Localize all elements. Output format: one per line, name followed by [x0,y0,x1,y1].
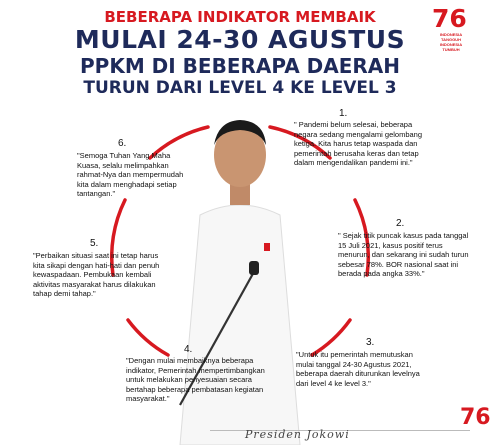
point-4-text: "Dengan mulai membaiknya beberapa indikator, Pemerintah mempertimbangkan untuk melakukan penyesuaian secara bertahap beberapa pembatasan kegiatan masyarakat." [126,356,265,404]
headline-kicker: BEBERAPA INDIKATOR MEMBAIK [104,8,376,26]
headline-main: MULAI 24-30 AGUSTUS [74,25,406,54]
point-1-text: " Pandemi belum selesai, beberapa negara sedang mengalami gelombang ketiga. Kita harus tetap waspada dan pemerintah berusaha keras dan tetap dalam mengendalikan pandemi ini." [294,120,423,168]
point-6-number: 6. [118,138,127,149]
signature: Presiden Jokowi [245,428,350,441]
point-5-number: 5. [90,238,99,249]
point-4-number: 4. [184,344,193,355]
point-1-number: 1. [339,108,348,119]
point-2-number: 2. [396,218,405,229]
anniversary-tagline: INDONESIA TANGGUH INDONESIA TUMBUH [439,32,463,52]
point-2-text: " Sejak titik puncak kasus pada tanggal 15 Juli 2021, kasus positif terus menurun, dan sekarang ini sudah turun sebesar 78%. BOR nasional saat ini berada pada angka 33%." [338,231,469,279]
headline-sub-2: TURUN DARI LEVEL 4 KE LEVEL 3 [83,78,397,98]
point-5-text: "Perbaikan situasi saat ini tetap harus kita sikapi dengan hati-hati dan penuh kewaspadaan. Pembukaan kembali aktivitas masyarakat harus dilakukan tahap demi tahap." [33,251,160,299]
point-3-number: 3. [366,337,375,348]
anniversary-number: 76 [432,4,467,33]
point-3-text: "Untuk itu pemerintah memutuskan mulai tanggal 24-30 Agustus 2021, beberapa daerah diturunkan levelnya dari level 4 ke level 3." [296,350,420,388]
headline-sub-1: PPKM DI BEBERAPA DAERAH [80,54,400,78]
corner-anniversary-mark: 76 [460,405,491,430]
point-6-text: "Semoga Tuhan Yang Maha Kuasa, selalu melimpahkan rahmat-Nya dan mempermudah kita dalam menghadapi setiap tantangan." [77,151,184,199]
